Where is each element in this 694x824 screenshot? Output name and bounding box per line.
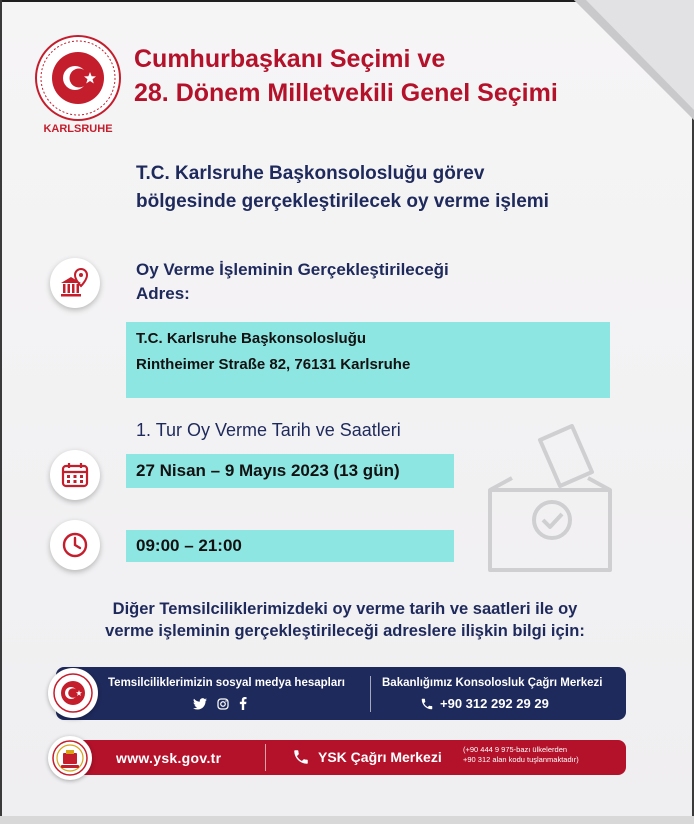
building-location-icon	[57, 265, 93, 301]
schedule-title: 1. Tur Oy Verme Tarih ve Saatleri	[136, 420, 401, 440]
address-box	[126, 322, 610, 398]
mfa-logo-bubble	[48, 668, 98, 718]
ballot-box-icon	[480, 420, 630, 580]
ysk-call-note	[463, 745, 579, 765]
twitter-icon[interactable]	[193, 698, 207, 710]
bottom-strip	[0, 816, 694, 824]
ysk-logo-bubble	[48, 736, 92, 780]
clock-icon-circle	[50, 520, 100, 570]
address-line-1: T.C. Karlsruhe Başkonsolosluğu	[136, 330, 367, 347]
social-icons	[193, 697, 247, 710]
subtitle	[136, 160, 549, 216]
address-line-2: Rintheimer Straße 82, 76131 Karlsruhe	[136, 356, 411, 373]
address-label	[136, 258, 556, 306]
call-center-label: Bakanlığımız Konsolosluk Çağrı Merkezi	[382, 677, 603, 689]
facebook-icon[interactable]	[239, 697, 247, 710]
page-curl	[574, 0, 694, 120]
ysk-call-center[interactable]	[292, 748, 442, 766]
call-center-number: +90 312 292 29 29	[440, 696, 549, 711]
ysk-logo-icon	[51, 739, 89, 777]
subtitle-line-2: bölgesinde gerçekleştirilecek oy verme işlemi	[136, 191, 549, 212]
ysk-bar-divider	[265, 744, 266, 771]
call-center-phone[interactable]	[420, 696, 549, 711]
ysk-call-label: YSK Çağrı Merkezi	[318, 749, 442, 765]
subtitle-line-1: T.C. Karlsruhe Başkonsolosluğu görev	[136, 163, 485, 184]
phone-icon	[420, 697, 434, 711]
address-label-line-2: Adres:	[136, 284, 190, 303]
voting-hours: 09:00 – 21:00	[126, 530, 454, 562]
title-line-2: 28. Dönem Milletvekili Genel Seçimi	[134, 79, 558, 107]
voting-dates: 27 Nisan – 9 Mayıs 2023 (13 gün)	[126, 454, 454, 488]
contact-bar	[56, 667, 626, 720]
ysk-note-line-1: (+90 444 9 975-bazı ülkelerden	[463, 745, 568, 754]
instagram-icon[interactable]	[217, 698, 229, 710]
calendar-icon	[60, 460, 90, 490]
title-line-1: Cumhurbaşkanı Seçimi ve	[134, 45, 446, 73]
info-line-1: Diğer Temsilciliklerimizdeki oy verme tarih ve saatleri ile oy	[112, 600, 578, 618]
clock-icon	[60, 530, 90, 560]
city-label: KARLSRUHE	[43, 123, 113, 135]
calendar-icon-circle	[50, 450, 100, 500]
border-left	[0, 0, 2, 824]
ysk-note-line-2: +90 312 alan kodu tuşlanmaktadır)	[463, 755, 579, 764]
address-label-line-1: Oy Verme İşleminin Gerçekleştirileceği	[136, 260, 449, 279]
location-icon-circle	[50, 258, 100, 308]
info-text	[30, 598, 660, 642]
social-media-label: Temsilciliklerimizin sosyal medya hesapları	[108, 677, 345, 689]
consulate-seal-icon	[34, 34, 122, 122]
phone-icon	[292, 748, 310, 766]
info-line-2: verme işleminin gerçekleştirileceği adreslere ilişkin bilgi için:	[105, 622, 585, 640]
page-title	[134, 42, 558, 110]
ministry-logo-icon	[52, 672, 94, 714]
contact-bar-divider	[370, 676, 371, 712]
ysk-website-link[interactable]: www.ysk.gov.tr	[116, 750, 222, 766]
